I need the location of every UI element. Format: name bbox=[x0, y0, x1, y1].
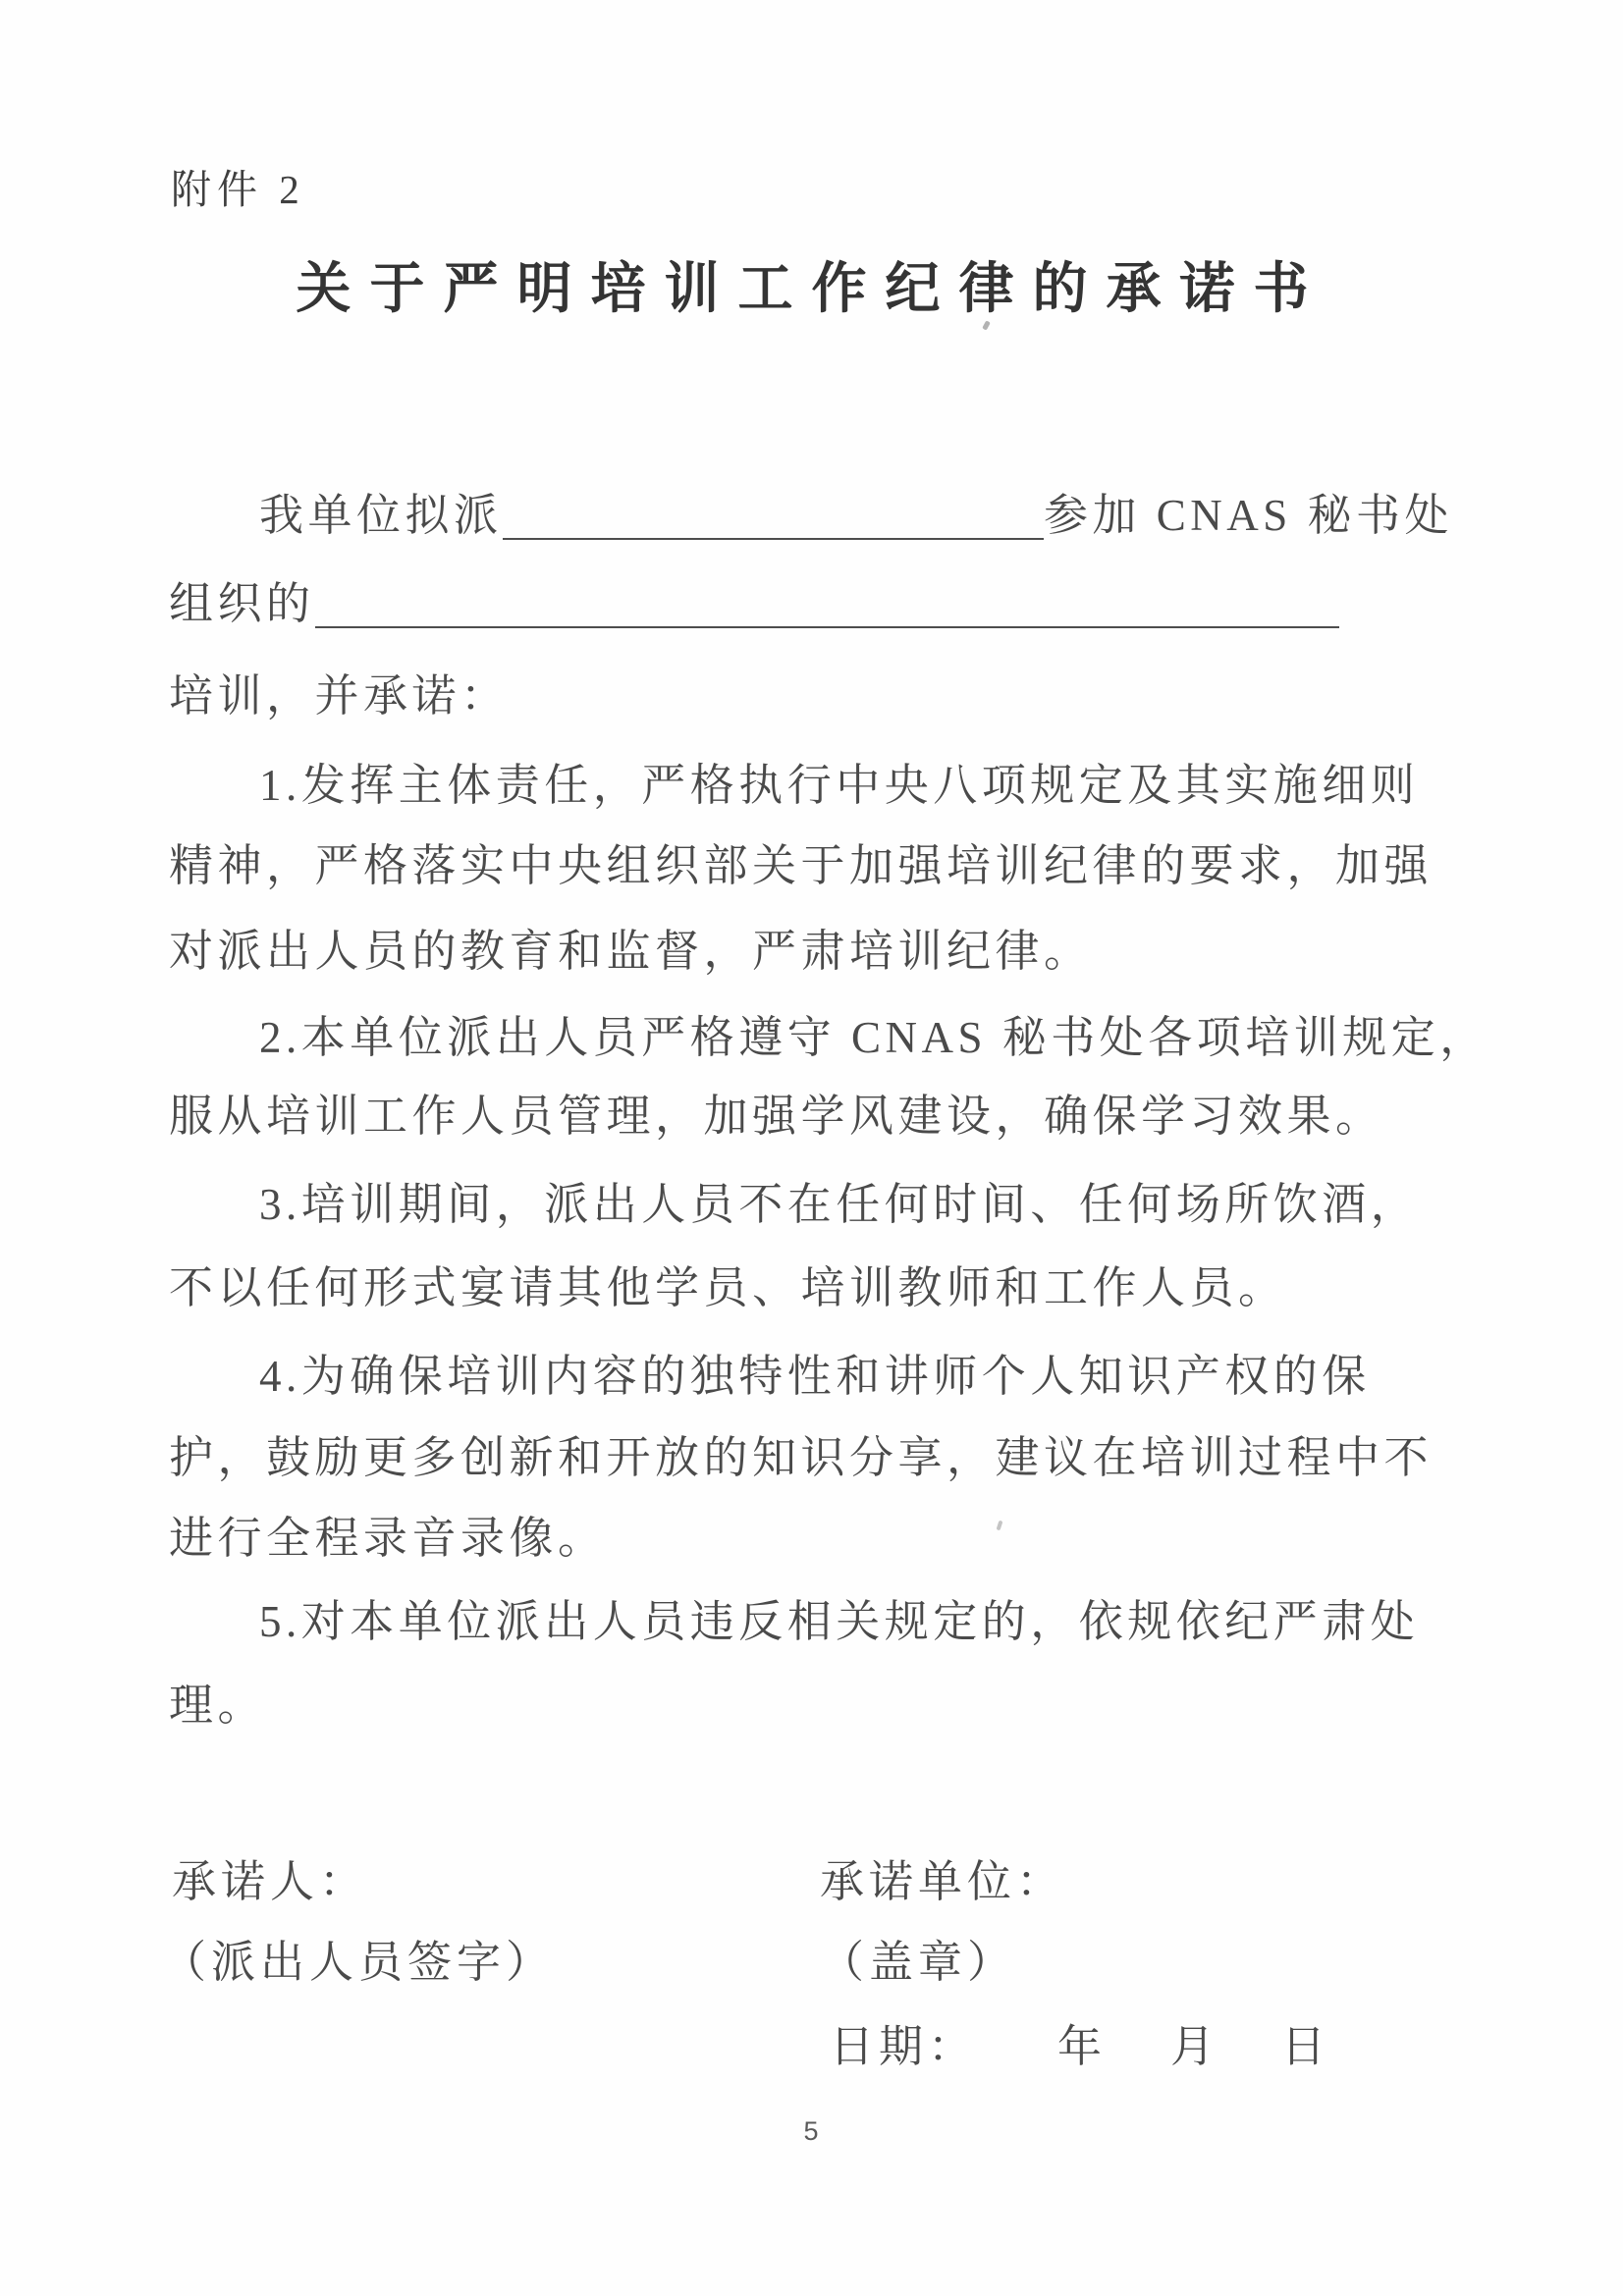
intro-line-3: 培训，并承诺： bbox=[169, 671, 510, 721]
unit-note: （盖章） bbox=[820, 1938, 1017, 1987]
intro-line2-prefix: 组织的 bbox=[169, 579, 315, 628]
clause-line: 理。 bbox=[169, 1681, 267, 1730]
intro-line-2 bbox=[169, 579, 1339, 628]
document-title: 关于严明培训工作纪律的承诺书 bbox=[296, 257, 1327, 319]
scan-speck bbox=[997, 1521, 1003, 1531]
promisor-label: 承诺人： bbox=[172, 1857, 369, 1906]
clause-line: 5.对本单位派出人员违反相关规定的，依规依纪严肃处 bbox=[259, 1597, 1420, 1646]
clause-line: 护，鼓励更多创新和开放的知识分享，建议在培训过程中不 bbox=[169, 1433, 1434, 1482]
clause-line: 进行全程录音录像。 bbox=[169, 1514, 607, 1563]
clause-line: 4.为确保培训内容的独特性和讲师个人知识产权的保 bbox=[259, 1352, 1371, 1401]
clause-line: 1.发挥主体责任，严格执行中央八项规定及其实施细则 bbox=[259, 761, 1420, 810]
clause-line: 3.培训期间，派出人员不在任何时间、任何场所饮酒， bbox=[259, 1180, 1420, 1229]
date-year-label: 年 bbox=[1057, 2022, 1108, 2071]
clause-line: 2.本单位派出人员严格遵守 CNAS 秘书处各项培训规定， bbox=[259, 1013, 1488, 1062]
clause-line: 服从培训工作人员管理，加强学风建设，确保学习效果。 bbox=[169, 1092, 1384, 1141]
date-month-label: 月 bbox=[1170, 2022, 1220, 2071]
fill-in-blank-line bbox=[503, 491, 1044, 540]
intro-line1-suffix: 参加 CNAS 秘书处 bbox=[1043, 491, 1453, 540]
clause-line: 对派出人员的教育和监督，严肃培训纪律。 bbox=[169, 927, 1093, 976]
clause-line: 不以任何形式宴请其他学员、培训教师和工作人员。 bbox=[169, 1263, 1287, 1312]
promisor-note: （派出人员签字） bbox=[162, 1938, 556, 1987]
attachment-label: 附件 2 bbox=[171, 167, 305, 212]
page-number: 5 bbox=[803, 2116, 820, 2146]
date-day-label: 日 bbox=[1281, 2022, 1331, 2071]
date-label: 日期： bbox=[830, 2022, 978, 2071]
clause-line: 精神，严格落实中央组织部关于加强培训纪律的要求，加强 bbox=[169, 841, 1434, 890]
unit-label: 承诺单位： bbox=[820, 1857, 1066, 1906]
intro-line-1 bbox=[259, 491, 1453, 540]
intro-line1-prefix: 我单位拟派 bbox=[259, 491, 503, 540]
fill-in-blank-line bbox=[315, 579, 1339, 628]
